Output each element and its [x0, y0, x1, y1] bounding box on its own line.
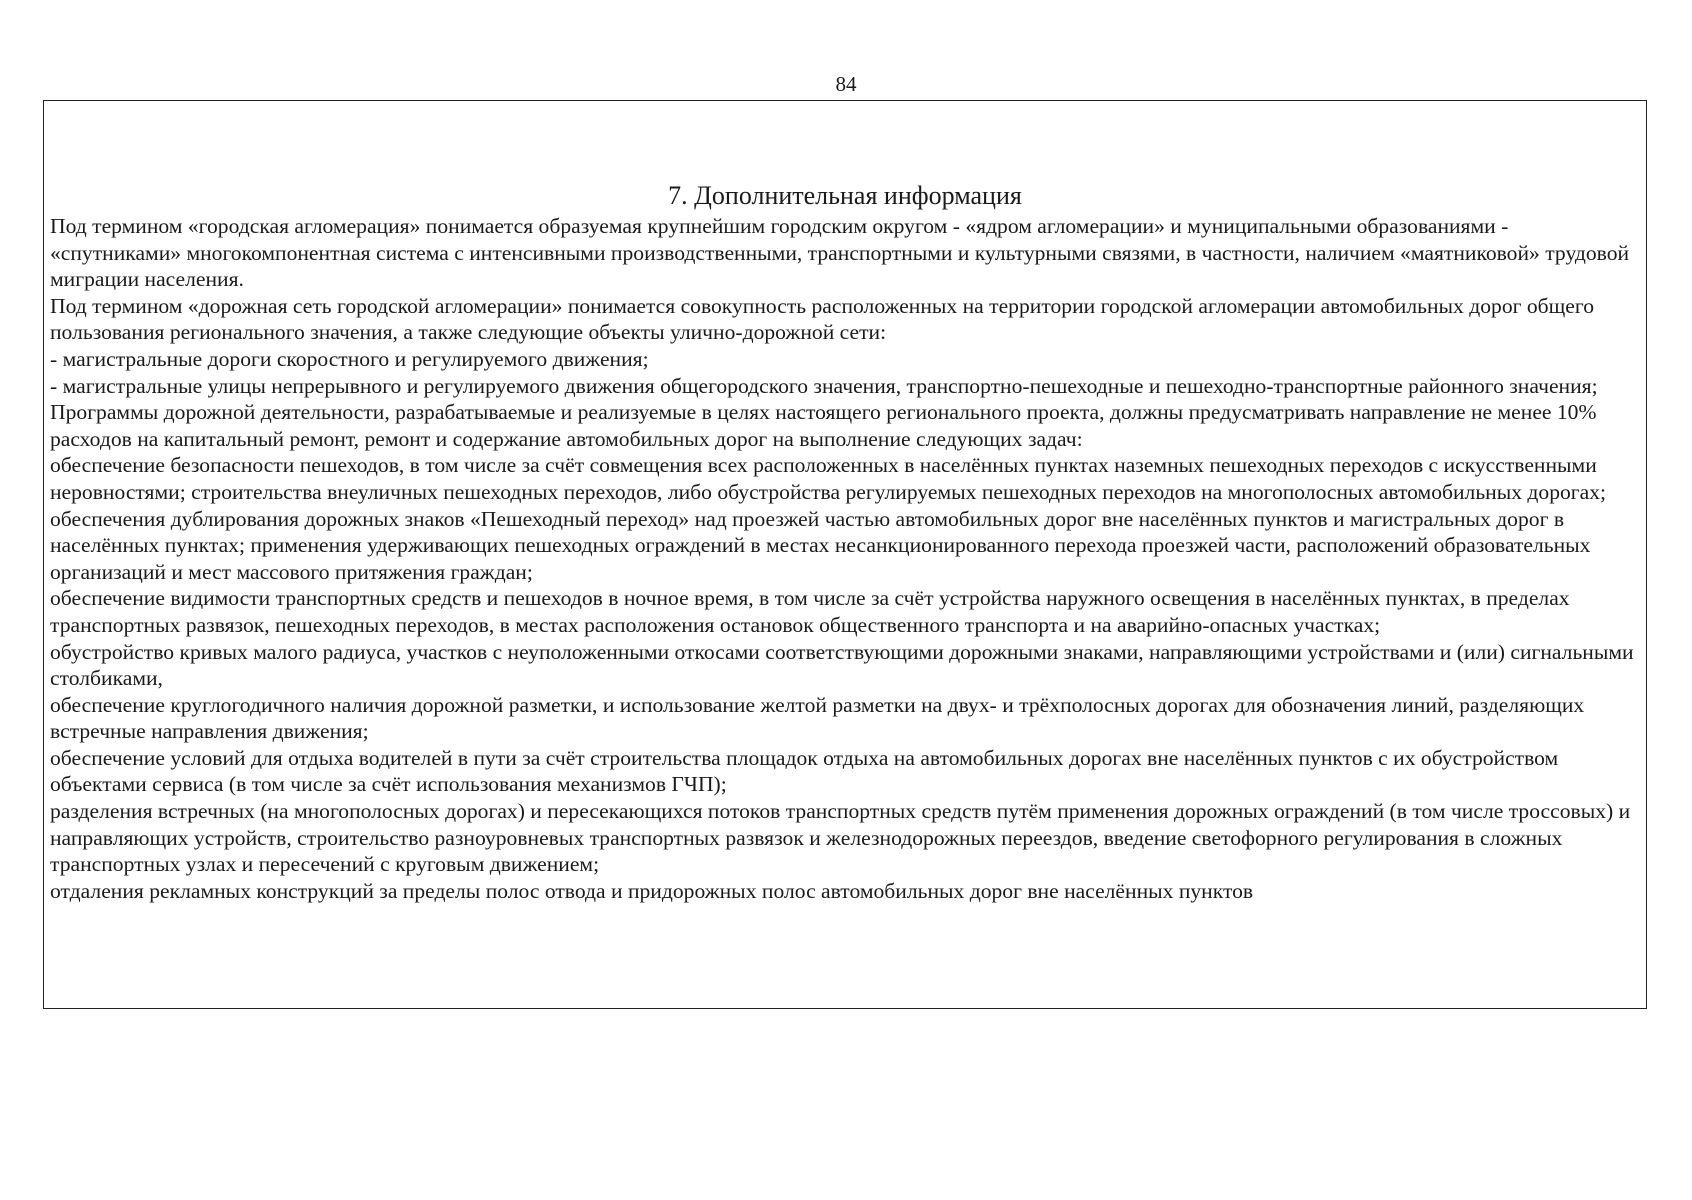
task-night-visibility: обеспечение видимости транспортных средств и пешеходов в ночное время, в том числе за счёт устройства наружного освещения в населённых пунктах, в пределах транспортных развязок, пешеходных переходов, в местах расположения остановок общественного транспорта и на аварийно-опасных участках;: [50, 586, 1570, 637]
paragraph-road-network-definition: Под термином «дорожная сеть городской агломерации» понимается совокупность расположенных на территории городской агломерации автомобильных дорог общего пользования регионального значения, а также следующие объекты улично-дорожной сети:: [50, 293, 1594, 345]
list-item-main-streets: - магистральные улицы непрерывного и регулируемого движения общегородского значения, транспортно-пешеходные и пешеходно-транспортные районного значения;: [50, 373, 1598, 398]
task-pedestrian-safety: обеспечение безопасности пешеходов, в том числе за счёт совмещения всех расположенных в населённых пунктах наземных пешеходных переходов с искусственными неровностями; строительства внеуличных пешеходных переходов, либо обустройства регулируемых пешеходных переходов на многополосных автомобильных дорогах; обеспечения дублирования дорожных знаков «Пешеходный переход» над проезжей частью автомобильных дорог вне населённых пунктов и магистральных дорог в населённых пунктах; применения удерживающих пешеходных ограждений в местах несанкционированного перехода проезжей части, расположений образовательных организаций и мест массового притяжения граждан;: [50, 453, 1607, 584]
paragraph-road-programs: Программы дорожной деятельности, разрабатываемые и реализуемые в целях настоящего регионального проекта, должны предусматривать направление не менее 10% расходов на капитальный ремонт, ремонт и содержание автомобильных дорог на выполнение следующих задач:: [50, 400, 1597, 451]
task-curve-arrangement: обустройство кривых малого радиуса, участков с неуположенными откосами соответствующими дорожными знаками, направляющими устройствами и (или) сигнальными столбиками,: [50, 639, 1634, 691]
task-advertising-removal: отдаления рекламных конструкций за пределы полос отвода и придорожных полос автомобильных дорог вне населённых пунктов: [50, 878, 1254, 903]
task-road-marking: обеспечение круглогодичного наличия дорожной разметки, и использование желтой разметки на двух- и трёхполосных дорогах для обозначения линий, разделяющих встречные направления движения;: [50, 692, 1585, 744]
section-body: [50, 213, 1642, 904]
section-title: 7. Дополнительная информация: [668, 181, 1022, 210]
task-traffic-separation: разделения встречных (на многополосных дорогах) и пересекающихся потоков транспортных средств путём применения дорожных ограждений (в том числе троссовых) и направляющих устройств, строительство разноуровневых транспортных развязок и железнодорожных переездов, введение светофорного регулирования в сложных транспортных узлах и пересечений с круговым движением;: [50, 799, 1631, 877]
content-frame: [43, 100, 1647, 1009]
task-driver-rest: обеспечение условий для отдыха водителей в пути за счёт строительства площадок отдыха на автомобильных дорогах вне населённых пунктов с их обустройством объектами сервиса (в том числе за счёт использования механизмов ГЧП);: [50, 745, 1559, 797]
list-item-main-roads: - магистральные дороги скоростного и регулируемого движения;: [50, 346, 649, 371]
page-number: 84: [835, 72, 857, 96]
paragraph-urban-agglomeration-definition: Под термином «городская агломерация» понимается образуемая крупнейшим городским округом - «ядром агломерации» и муниципальными образованиями - «спутниками» многокомпонентная система с интенсивными производственными, транспортными и культурными связями, в частности, наличием «маятниковой» трудовой миграции населения.: [50, 214, 1630, 292]
